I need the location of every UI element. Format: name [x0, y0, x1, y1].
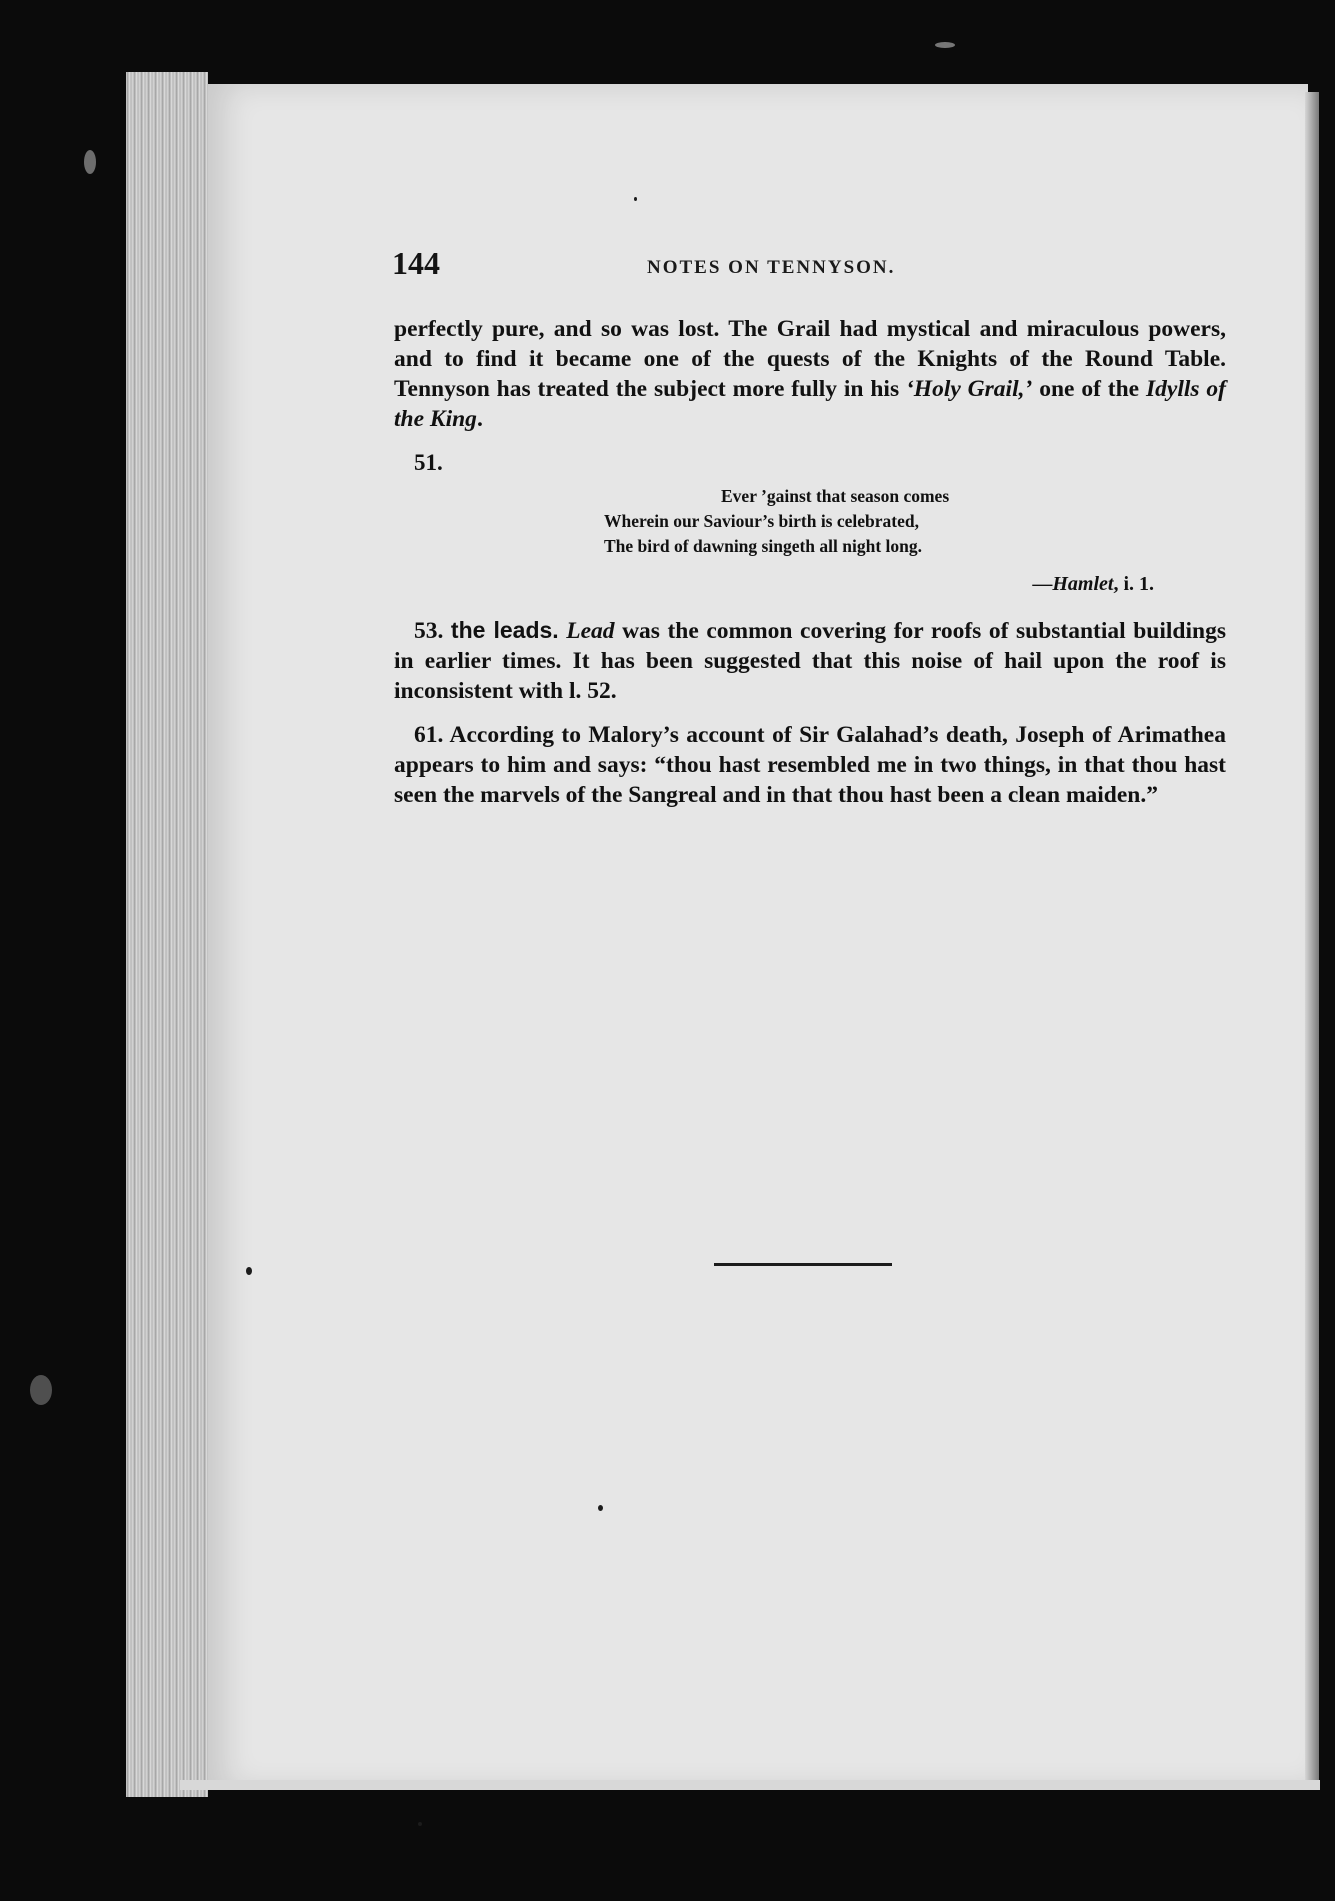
page-right-edge: [1305, 92, 1319, 1782]
page-bottom-edge: [180, 1780, 1320, 1790]
scan-speck: [30, 1375, 52, 1405]
paragraph-gap: [394, 706, 1226, 720]
page-number: 144: [392, 245, 440, 281]
quote-citation: [394, 569, 1154, 599]
end-rule: [714, 1263, 892, 1266]
citation-work: Hamlet: [1052, 573, 1114, 595]
note-61: [394, 720, 1226, 810]
scan-speck: [84, 150, 96, 174]
block-quote: [604, 484, 1226, 559]
note-number-61: 61.: [414, 722, 444, 748]
citation-dash: —: [1032, 573, 1053, 595]
note-53-italic-word: Lead: [566, 618, 615, 644]
para1-title-idylls: Idylls of the King: [394, 376, 1226, 432]
scan-speck: [246, 1267, 252, 1275]
note-number-51: 51.: [414, 450, 443, 475]
scan-speck: [935, 42, 955, 48]
scan-speck: [598, 1505, 603, 1511]
page-body: [394, 314, 1226, 810]
para1-title-holy-grail: ‘Holy Grail,’: [905, 376, 1033, 402]
para1-text-before: perfectly pure, and so was lost. The Grail had mystical and miraculous powers, and to find it became one of the quests of the Knights of the Round Table. Tennyson has treated the subject more fully in his: [394, 316, 1226, 402]
scan-speck: [418, 1822, 422, 1826]
note-53: [394, 615, 1226, 706]
paragraph-continuation: [394, 314, 1226, 434]
quote-line: The bird of dawning singeth all night long.: [604, 536, 922, 556]
book-page-edges: [126, 72, 208, 1797]
quote-line: Ever ’gainst that season comes: [721, 486, 950, 506]
note-53-lemma: the leads.: [450, 617, 559, 643]
para1-text-mid: one of the: [1032, 376, 1146, 402]
running-title: NOTES ON TENNYSON.: [647, 257, 896, 278]
para1-text-end: .: [476, 406, 483, 432]
quote-line: Wherein our Saviour’s birth is celebrated,: [604, 511, 919, 531]
page-header: [392, 245, 1230, 285]
scan-speck: [634, 197, 637, 201]
note-number-53: 53.: [414, 618, 444, 644]
note-53-text: was the common covering for roofs of substantial buildings in earlier times. It has been suggested that this noise of hail upon the roof is inconsistent with l. 52.: [394, 618, 1226, 704]
citation-ref: , i. 1.: [1113, 573, 1154, 595]
note-61-text: According to Malory’s account of Sir Galahad’s death, Joseph of Arimathea appears to him and says: “thou hast resembled me in two things, in that thou hast seen the marvels of the Sangreal and in that thou hast been a clean maiden.”: [394, 722, 1226, 808]
